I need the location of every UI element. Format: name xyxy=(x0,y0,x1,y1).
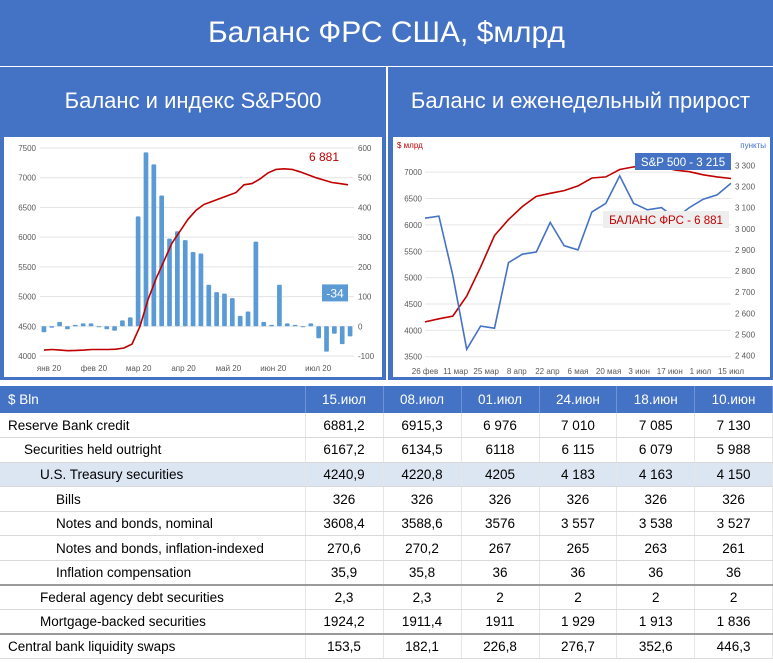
x-tick-label: 1 июл xyxy=(689,367,712,376)
y-right-tick-label: 600 xyxy=(358,143,372,153)
table-cell: 3576 xyxy=(461,511,539,536)
table-cell: 4 150 xyxy=(695,462,773,487)
y-right-axis-label: пункты xyxy=(740,141,766,150)
table-cell: 265 xyxy=(539,536,617,561)
table-row xyxy=(0,413,773,438)
table-cell: 1911 xyxy=(461,610,539,635)
table-cell: 263 xyxy=(617,536,695,561)
date-column-header: 15.июл xyxy=(305,386,383,413)
balance-weekly-growth-chart-panel xyxy=(393,137,770,377)
weekly-change-bar xyxy=(191,252,196,326)
page-title: Баланс ФРС США, $млрд xyxy=(0,0,773,66)
row-label: Central bank liquidity swaps xyxy=(0,634,305,659)
y-right-tick-label: 0 xyxy=(358,322,363,332)
table-cell: 6 079 xyxy=(617,438,695,463)
y-left-tick-label: 6000 xyxy=(404,220,422,230)
y-left-tick-label: 3500 xyxy=(404,352,422,362)
y-left-tick-label: 4000 xyxy=(404,326,422,336)
table-cell: 1 929 xyxy=(539,610,617,635)
weekly-change-bar xyxy=(269,325,274,326)
table-cell: 267 xyxy=(461,536,539,561)
y-right-tick-label: 2 600 xyxy=(735,309,756,319)
date-column-header: 08.июл xyxy=(383,386,461,413)
table-row xyxy=(0,438,773,463)
weekly-change-bar xyxy=(261,322,266,326)
table-row xyxy=(0,634,773,659)
x-tick-label: июл 20 xyxy=(305,364,332,373)
weekly-change-bar xyxy=(348,326,353,336)
left-chart-heading: Баланс и индекс S&P500 xyxy=(0,67,386,135)
sp500-value-label: S&P 500 - 3 215 xyxy=(640,157,726,169)
date-column-header: 01.июл xyxy=(461,386,539,413)
table-cell: 276,7 xyxy=(539,634,617,659)
table-cell: 1 836 xyxy=(695,610,773,635)
x-tick-label: 15 июл xyxy=(717,367,745,376)
date-column-header: 10.июн xyxy=(695,386,773,413)
y-left-tick-label: 5000 xyxy=(404,273,422,283)
y-left-tick-label: 5500 xyxy=(18,262,36,272)
row-label: Inflation compensation xyxy=(0,561,305,586)
table-cell: 352,6 xyxy=(617,634,695,659)
fed-balance-table xyxy=(0,386,773,659)
weekly-change-bar xyxy=(340,326,345,344)
table-cell: 326 xyxy=(383,487,461,512)
y-right-tick-label: 300 xyxy=(358,233,372,243)
row-label: Bills xyxy=(0,487,305,512)
y-left-tick-label: 4500 xyxy=(18,322,36,332)
balance-line xyxy=(425,166,731,322)
table-cell: 36 xyxy=(539,561,617,586)
y-left-tick-label: 4500 xyxy=(404,300,422,309)
weekly-change-bar xyxy=(308,323,313,326)
weekly-change-bar xyxy=(128,317,133,326)
table-cell: 35,9 xyxy=(305,561,383,586)
table-cell: 7 130 xyxy=(695,413,773,438)
table-cell: 326 xyxy=(617,487,695,512)
unit-header: $ Bln xyxy=(0,386,305,413)
x-tick-label: апр 20 xyxy=(171,364,196,373)
y-left-tick-label: 7000 xyxy=(404,168,422,178)
weekly-change-bar xyxy=(49,326,54,327)
balance-sp500-chart-panel xyxy=(4,137,382,377)
table-row xyxy=(0,585,773,610)
date-column-header: 18.июн xyxy=(617,386,695,413)
table-cell: 182,1 xyxy=(383,634,461,659)
weekly-change-bar xyxy=(81,323,86,326)
table-cell: 326 xyxy=(461,487,539,512)
x-tick-label: 22 апр xyxy=(535,367,560,376)
table-cell: 1924,2 xyxy=(305,610,383,635)
table-cell: 4205 xyxy=(461,462,539,487)
weekly-change-bar xyxy=(151,164,156,326)
x-tick-label: фев 20 xyxy=(80,364,108,373)
x-tick-label: янв 20 xyxy=(36,364,62,373)
weekly-change-bar xyxy=(332,326,337,333)
weekly-change-bar xyxy=(136,216,141,326)
y-left-tick-label: 6000 xyxy=(18,233,36,243)
right-chart-heading: Баланс и еженедельный прирост xyxy=(388,67,773,135)
row-label: Mortgage-backed securities xyxy=(0,610,305,635)
table-cell: 4 183 xyxy=(539,462,617,487)
x-tick-label: 25 мар xyxy=(473,367,499,376)
y-left-tick-label: 7000 xyxy=(18,173,36,183)
table-cell: 3608,4 xyxy=(305,511,383,536)
weekly-change-bar xyxy=(324,326,329,351)
table-cell: 3 538 xyxy=(617,511,695,536)
table-cell: 270,6 xyxy=(305,536,383,561)
weekly-change-bar xyxy=(230,298,235,326)
weekly-change-bar xyxy=(222,294,227,327)
row-label: Reserve Bank credit xyxy=(0,413,305,438)
table-cell: 326 xyxy=(539,487,617,512)
table-cell: 36 xyxy=(617,561,695,586)
weekly-change-label: -34 xyxy=(326,286,344,301)
table-row xyxy=(0,610,773,635)
table-header-row xyxy=(0,386,773,413)
weekly-change-bar xyxy=(316,326,321,338)
y-right-tick-label: 500 xyxy=(358,173,372,183)
y-left-tick-label: 7500 xyxy=(18,143,36,153)
x-tick-label: июн 20 xyxy=(260,364,287,373)
weekly-change-bar xyxy=(175,231,180,326)
weekly-change-bar xyxy=(89,323,94,326)
y-right-tick-label: 2 700 xyxy=(735,288,756,298)
y-right-tick-label: 3 200 xyxy=(735,182,756,192)
weekly-change-bar xyxy=(285,323,290,326)
x-tick-label: 6 мая xyxy=(567,367,589,376)
table-cell: 6134,5 xyxy=(383,438,461,463)
weekly-change-bar xyxy=(214,292,219,326)
table-cell: 6118 xyxy=(461,438,539,463)
sp500-line xyxy=(425,176,731,349)
table-cell: 4220,8 xyxy=(383,462,461,487)
table-cell: 446,3 xyxy=(695,634,773,659)
weekly-change-bar xyxy=(73,325,78,326)
table-cell: 1 913 xyxy=(617,610,695,635)
weekly-change-bar xyxy=(254,242,259,327)
y-right-tick-label: -100 xyxy=(358,352,375,362)
balance-vs-sp500-chart xyxy=(393,137,770,377)
weekly-change-bar xyxy=(57,322,62,326)
table-cell: 5 988 xyxy=(695,438,773,463)
weekly-change-bar xyxy=(277,285,282,327)
table-cell: 226,8 xyxy=(461,634,539,659)
x-tick-label: 26 фев xyxy=(411,367,439,376)
weekly-change-bar xyxy=(120,320,125,326)
table-cell: 6 115 xyxy=(539,438,617,463)
balance-value-label: БАЛАНС ФРС - 6 881 xyxy=(609,215,723,227)
table-cell: 6 976 xyxy=(461,413,539,438)
row-label: Securities held outright xyxy=(0,438,305,463)
weekly-change-bar xyxy=(65,326,70,329)
table-cell: 2 xyxy=(695,585,773,610)
row-label: U.S. Treasury securities xyxy=(0,462,305,487)
balance-weekly-change-chart xyxy=(4,137,382,377)
y-right-tick-label: 2 900 xyxy=(735,245,756,255)
table-cell: 1911,4 xyxy=(383,610,461,635)
table-cell: 326 xyxy=(695,487,773,512)
table-cell: 6167,2 xyxy=(305,438,383,463)
y-right-tick-label: 2 500 xyxy=(735,330,756,340)
date-column-header: 24.июн xyxy=(539,386,617,413)
weekly-change-bar xyxy=(199,253,204,326)
table-cell: 153,5 xyxy=(305,634,383,659)
table-row xyxy=(0,536,773,561)
weekly-change-bar xyxy=(104,326,109,329)
row-label: Federal agency debt securities xyxy=(0,585,305,610)
table-cell: 2 xyxy=(461,585,539,610)
balance-value-label: 6 881 xyxy=(309,149,340,164)
weekly-change-bar xyxy=(206,285,211,327)
weekly-change-bar xyxy=(112,326,117,330)
weekly-change-bar xyxy=(293,325,298,326)
table-cell: 6881,2 xyxy=(305,413,383,438)
table-row xyxy=(0,462,773,487)
y-left-tick-label: 5500 xyxy=(404,247,422,257)
table-row xyxy=(0,561,773,586)
y-left-axis-label: $ млрд xyxy=(397,141,423,150)
row-label: Notes and bonds, nominal xyxy=(0,511,305,536)
y-right-tick-label: 2 400 xyxy=(735,351,756,361)
y-right-tick-label: 3 300 xyxy=(735,161,756,171)
weekly-change-bar xyxy=(238,316,243,326)
weekly-change-bar xyxy=(246,311,251,326)
table-cell: 3 527 xyxy=(695,511,773,536)
table-row xyxy=(0,487,773,512)
weekly-change-bar xyxy=(183,240,188,326)
y-right-tick-label: 3 000 xyxy=(735,224,756,234)
y-right-tick-label: 400 xyxy=(358,203,372,213)
table-cell: 2,3 xyxy=(305,585,383,610)
table-cell: 270,2 xyxy=(383,536,461,561)
y-right-tick-label: 2 800 xyxy=(735,267,756,277)
x-tick-label: 17 июн xyxy=(656,367,683,376)
x-tick-label: 20 мая xyxy=(595,367,622,376)
table-cell: 36 xyxy=(695,561,773,586)
x-tick-label: 11 мар xyxy=(443,367,469,376)
x-tick-label: мар 20 xyxy=(125,364,152,373)
y-left-tick-label: 5000 xyxy=(18,292,36,302)
row-label: Notes and bonds, inflation-indexed xyxy=(0,536,305,561)
table-cell: 2,3 xyxy=(383,585,461,610)
table-cell: 7 085 xyxy=(617,413,695,438)
table-cell: 3 557 xyxy=(539,511,617,536)
table-cell: 2 xyxy=(617,585,695,610)
y-left-tick-label: 6500 xyxy=(404,194,422,204)
table-cell: 7 010 xyxy=(539,413,617,438)
table-cell: 4 163 xyxy=(617,462,695,487)
table-cell: 6915,3 xyxy=(383,413,461,438)
table-cell: 2 xyxy=(539,585,617,610)
y-right-tick-label: 200 xyxy=(358,262,372,272)
table-cell: 36 xyxy=(461,561,539,586)
weekly-change-bar xyxy=(42,326,47,332)
table-cell: 326 xyxy=(305,487,383,512)
weekly-change-bar xyxy=(97,326,102,327)
weekly-change-bar xyxy=(301,326,306,327)
table-row xyxy=(0,511,773,536)
x-tick-label: 8 апр xyxy=(506,367,527,376)
y-right-tick-label: 100 xyxy=(358,292,372,302)
x-tick-label: 3 июн xyxy=(628,367,650,376)
table-cell: 261 xyxy=(695,536,773,561)
table-cell: 35,8 xyxy=(383,561,461,586)
y-left-tick-label: 6500 xyxy=(18,203,36,213)
y-right-tick-label: 3 100 xyxy=(735,203,756,213)
table-cell: 4240,9 xyxy=(305,462,383,487)
table-cell: 3588,6 xyxy=(383,511,461,536)
y-left-tick-label: 4000 xyxy=(18,352,36,362)
x-tick-label: май 20 xyxy=(215,364,242,373)
